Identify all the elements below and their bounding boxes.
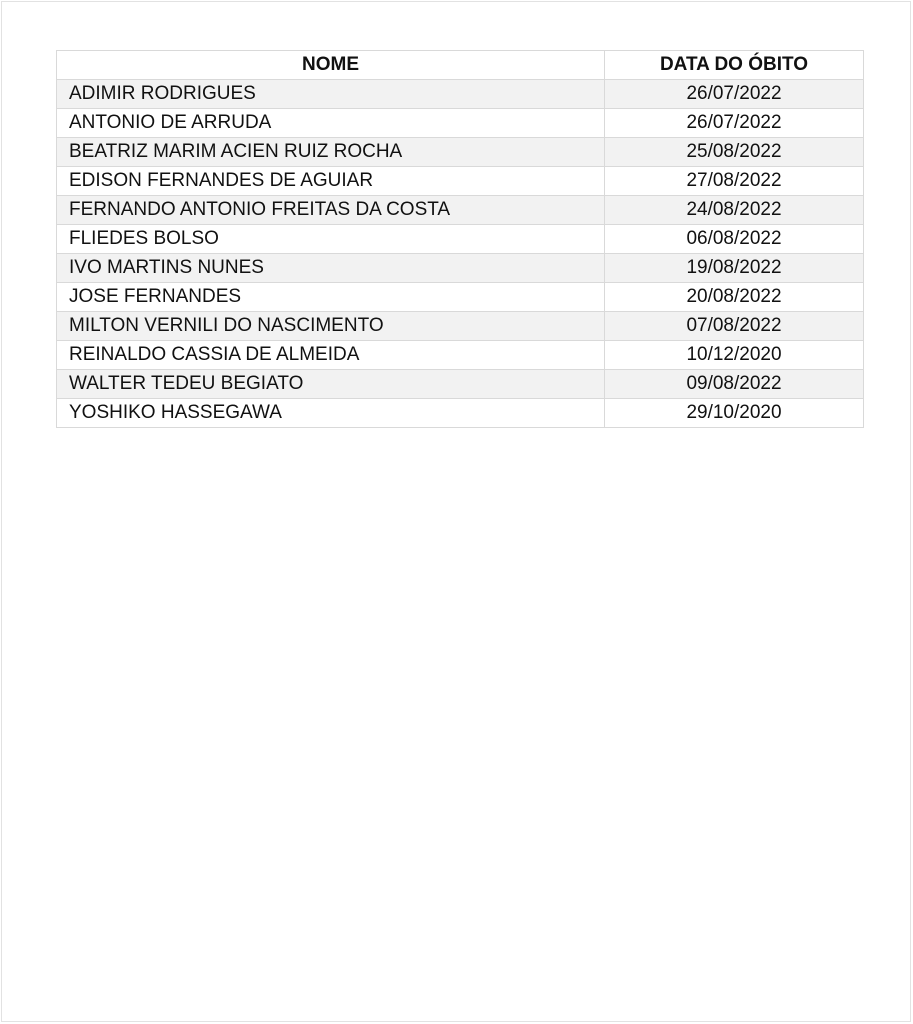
cell-data: 24/08/2022 [605, 196, 864, 225]
cell-nome: YOSHIKO HASSEGAWA [57, 399, 605, 428]
cell-data: 20/08/2022 [605, 283, 864, 312]
cell-nome: FERNANDO ANTONIO FREITAS DA COSTA [57, 196, 605, 225]
table-row [57, 109, 864, 138]
table-row [57, 167, 864, 196]
cell-nome: BEATRIZ MARIM ACIEN RUIZ ROCHA [57, 138, 605, 167]
table-row [57, 138, 864, 167]
cell-data: 07/08/2022 [605, 312, 864, 341]
cell-data: 27/08/2022 [605, 167, 864, 196]
table-header-row [57, 51, 864, 80]
table-row [57, 341, 864, 370]
table-row [57, 254, 864, 283]
cell-nome: IVO MARTINS NUNES [57, 254, 605, 283]
table-row [57, 225, 864, 254]
cell-nome: REINALDO CASSIA DE ALMEIDA [57, 341, 605, 370]
table-row [57, 399, 864, 428]
document-page [1, 1, 911, 1022]
cell-data: 10/12/2020 [605, 341, 864, 370]
header-nome: NOME [57, 51, 605, 80]
cell-data: 06/08/2022 [605, 225, 864, 254]
cell-nome: MILTON VERNILI DO NASCIMENTO [57, 312, 605, 341]
table-row [57, 283, 864, 312]
cell-nome: ADIMIR RODRIGUES [57, 80, 605, 109]
deaths-table [56, 50, 864, 428]
cell-nome: JOSE FERNANDES [57, 283, 605, 312]
cell-data: 09/08/2022 [605, 370, 864, 399]
table-row [57, 312, 864, 341]
cell-data: 26/07/2022 [605, 109, 864, 138]
cell-nome: EDISON FERNANDES DE AGUIAR [57, 167, 605, 196]
cell-data: 25/08/2022 [605, 138, 864, 167]
cell-nome: WALTER TEDEU BEGIATO [57, 370, 605, 399]
cell-nome: ANTONIO DE ARRUDA [57, 109, 605, 138]
table-row [57, 370, 864, 399]
header-data-do-obito: DATA DO ÓBITO [605, 51, 864, 80]
table-row [57, 80, 864, 109]
cell-data: 29/10/2020 [605, 399, 864, 428]
cell-data: 19/08/2022 [605, 254, 864, 283]
table-row [57, 196, 864, 225]
cell-nome: FLIEDES BOLSO [57, 225, 605, 254]
cell-data: 26/07/2022 [605, 80, 864, 109]
